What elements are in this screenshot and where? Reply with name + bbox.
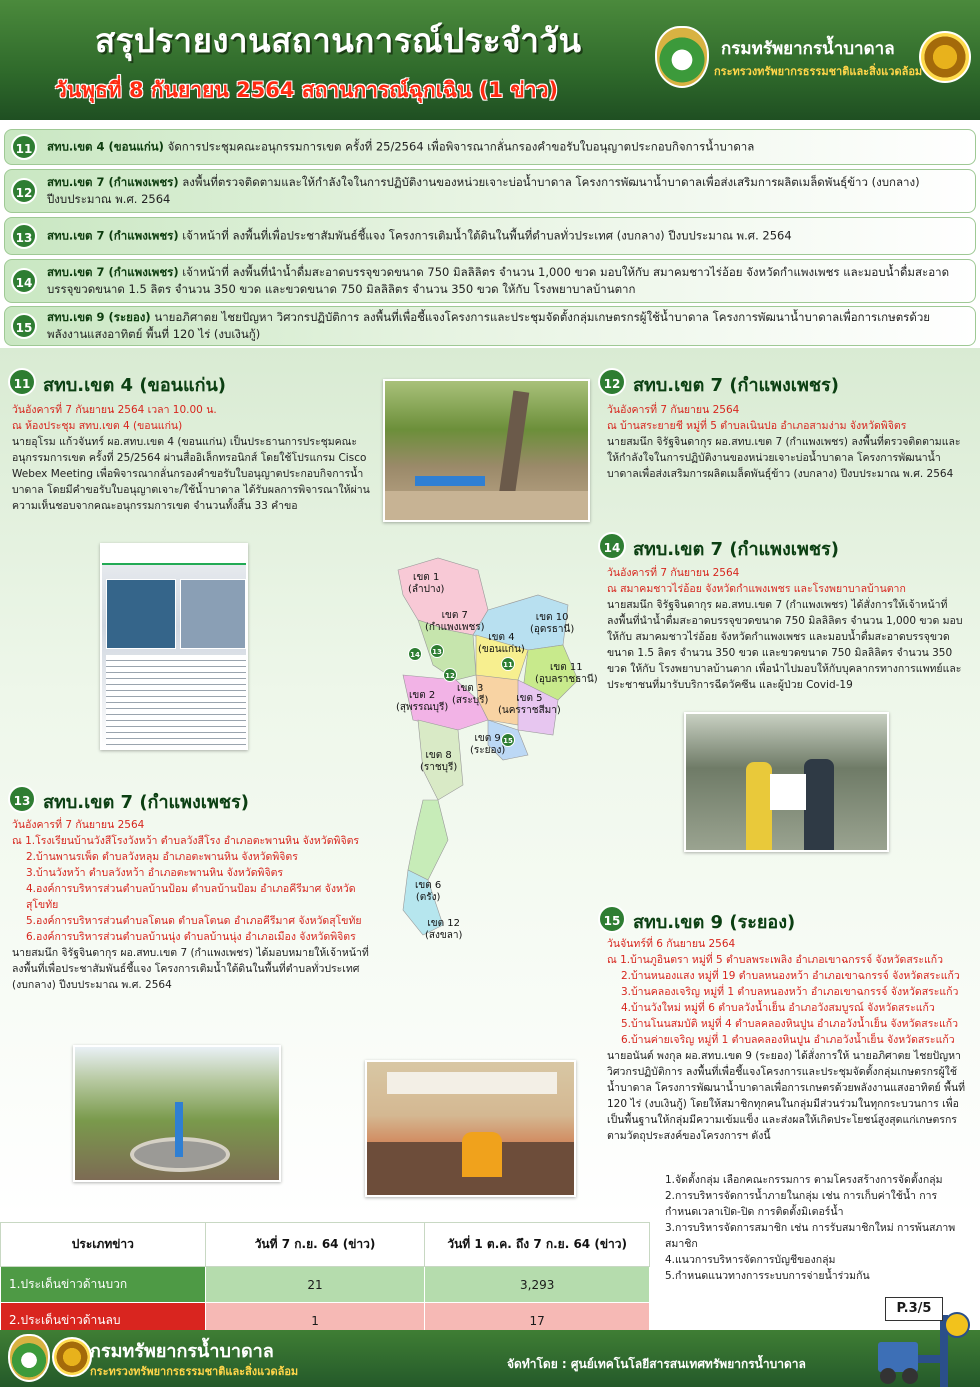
ministry-emblem-icon [52, 1337, 92, 1377]
bulletin-office: สทบ.เขต 4 (ขอนแก่น) [47, 139, 164, 154]
section-body: นายสมนึก จิรัฐจินดากุร ผอ.สทบ.เขต 7 (กำแพงเพชร) ได้มอบหมายให้เจ้าหน้าที่ ลงพื้นที่เพื่อประชาสัมพันธ์ชี้แจง โครงการเติมน้ำใต้ดินในพื้นที่ตำบลทั่วประเทศ (งบกลาง) ปีงบประมาณ พ.ศ. 2564 [12, 947, 369, 991]
section-place: 3.บ้านคลองเจริญ หมู่ที่ 1 ตำบลหนองหว้า อำเภอเขาฉกรรจ์ จังหวัดสระแก้ว [621, 986, 959, 998]
bulletin-office: สทบ.เขต 9 (ระยอง) [47, 310, 151, 324]
section-date: วันจันทร์ที่ 6 กันยายน 2564 [607, 938, 736, 950]
map-region-label: เขต 11 (อุบลราชธานี) [535, 662, 598, 685]
map-marker-badge: 12 [443, 668, 457, 682]
webex-meeting-screenshot-photo [100, 543, 248, 750]
section-place: 3.บ้านวังหว้า ตำบลวังหว้า อำเภอตะพานหิน จังหวัดพิจิตร [26, 867, 284, 879]
table-cell: 3,293 [425, 1267, 650, 1303]
dgr-logo-icon [655, 26, 709, 88]
map-region-label: เขต 3 (สระบุรี) [452, 683, 489, 706]
map-region-label: เขต 7 (กำแพงเพชร) [425, 610, 485, 633]
footer-ministry-name: กระทรวงทรัพยากรธรรมชาติและสิ่งแวดล้อม [90, 1365, 299, 1378]
water-pump-icon [870, 1310, 975, 1387]
bulletin-item [4, 129, 976, 165]
section-14-text [607, 565, 967, 693]
table-cell: 21 [205, 1267, 425, 1303]
bulletin-text: นายอภิศาตย ไชยปัญหา วิศวกรปฏิบัติการ ลงพื้นที่เพื่อชี้แจงโครงการและประชุมจัดตั้งกลุ่มเกษตรกรผู้ใช้น้ำบาดาล โครงการพัฒนาน้ำบาดาลเพื่อการเกษตรด้วยพลังงานแสงอาทิตย์ พื้นที่ 120 ไร่ (งบเงินกู้) [47, 310, 931, 341]
water-handover-photo [684, 712, 889, 852]
dgr-logo-icon [8, 1334, 50, 1382]
map-marker-badge: 11 [501, 657, 515, 671]
bulletin-office: สทบ.เขต 7 (กำแพงเพชร) [47, 265, 179, 279]
table-cell: 1.ประเด็นข่าวด้านบวก [1, 1267, 206, 1303]
section-date: วันอังคารที่ 7 กันยายน 2564 [12, 819, 145, 831]
section-number-badge: 15 [598, 905, 626, 933]
map-region-label: เขต 5 (นครราชสีมา) [498, 693, 561, 716]
bulletin-item [4, 259, 976, 303]
bulletin-item [4, 169, 976, 213]
page-number: P.3/5 [885, 1297, 943, 1321]
section-number-badge: 14 [598, 532, 626, 560]
section-place: 2.บ้านหนองแสง หมู่ที่ 19 ตำบลหนองหว้า อำเภอเขาฉกรรจ์ จังหวัดสระแก้ว [621, 970, 960, 982]
section-title: สทบ.เขต 7 (กำแพงเพชร) [633, 539, 839, 560]
map-region-label: เขต 6 (ตรัง) [415, 880, 442, 903]
section-body: นายอุโรม แก้วจันทร์ ผอ.สทบ.เขต 4 (ขอนแก่น) เป็นประธานการประชุมคณะอนุกรรมการเขต ครั้งที่ 25/2564 ผ่านสื่ออิเล็กทรอนิกส์ โดยใช้โปรแกรม Cisco Webex Meeting เพื่อพิจารณากลั่นกรองคำขอรับใบอนุญาตประกอบกิจการน้ำบาดาล โดยมีคำขอรับใบอนุญาตเจาะ/ใช้น้ำบาดาล ได้รับผลการพิจารณาให้ผ่านความเห็นชอบจากคณะอนุกรรมการเขต จำนวนทั้งสิ้น 33 คำขอ [12, 436, 370, 512]
list-item: 1.จัดตั้งกลุ่ม เลือกคณะกรรมการ ตามโครงสร้างการจัดตั้งกลุ่ม [665, 1174, 943, 1186]
section-13-text [12, 817, 372, 993]
bulletin-number-badge: 11 [11, 134, 37, 160]
map-marker-badge: 15 [501, 733, 515, 747]
field-well-photo [73, 1045, 281, 1182]
map-region-label: เขต 1 (ลำปาง) [408, 572, 445, 595]
table-cell: 17 [425, 1303, 650, 1339]
map-region-label: เขต 10 (อุดรธานี) [530, 612, 575, 635]
header-ministry-name: กระทรวงทรัพยากรธรรมชาติและสิ่งแวดล้อม [714, 65, 923, 78]
section-number-badge: 12 [598, 368, 626, 396]
section-place: 4.องค์การบริหารส่วนตำบลบ้านป้อม ตำบลบ้านป้อม อำเภอคีรีมาศ จังหวัดสุโขทัย [26, 883, 356, 911]
map-region-label: เขต 8 (ราชบุรี) [420, 750, 458, 773]
farmer-meeting-photo [365, 1060, 576, 1197]
table-header-cell: ประเภทข่าว [1, 1223, 206, 1267]
section-place: ณ 1.โรงเรียนบ้านวังสีโรงวังหว้า ตำบลวังสีโรง อำเภอตะพานหิน จังหวัดพิจิตร [12, 835, 360, 847]
table-cell: 1 [205, 1303, 425, 1339]
section-body: นายสมนึก จิรัฐจินดากุร ผอ.สทบ.เขต 7 (กำแพงเพชร) ลงพื้นที่ตรวจติดตามและให้กำลังใจในการปฏิบัติงานของหน่วยเจาะบ่อน้ำบาดาล โครงการพัฒนาน้ำบาดาลเพื่อส่งเสริมการผลิตเมล็ดพันธุ์ข้าว (งบกลาง) ปีงบประมาณ พ.ศ. 2564 [607, 436, 961, 480]
footer-org-name: กรมทรัพยากรน้ำบาดาล [90, 1341, 274, 1362]
table-row [1, 1267, 650, 1303]
list-item: 3.การบริหารจัดการสมาชิก เช่น การรับสมาชิกใหม่ การพ้นสภาพสมาชิก [665, 1222, 956, 1250]
news-stats-table [0, 1222, 650, 1339]
section-place: ณ สมาคมชาวไร่อ้อย จังหวัดกำแพงเพชร และโรงพยาบาลบ้านตาก [607, 583, 906, 595]
table-header-cell: วันที่ 1 ต.ค. ถึง 7 ก.ย. 64 (ข่าว) [425, 1223, 650, 1267]
ministry-emblem-icon [919, 31, 971, 83]
section-place: 6.องค์การบริหารส่วนตำบลบ้านนุ่ง ตำบลบ้านนุ่ง อำเภอเมือง จังหวัดพิจิตร [26, 931, 356, 943]
bulletin-item [4, 217, 976, 255]
page-subtitle: วันพุธที่ 8 กันยายน 2564 สถานการณ์ฉุกเฉิน (1 ข่าว) [55, 78, 558, 102]
section-place: ณ 1.บ้านภูอินตรา หมู่ที่ 5 ตำบลพระเพลิง อำเภอเขาฉกรรจ์ จังหวัดสระแก้ว [607, 954, 944, 966]
bulletin-number-badge: 13 [11, 223, 37, 249]
bulletin-text: ลงพื้นที่ตรวจติดตามและให้กำลังใจในการปฏิบัติงานของหน่วยเจาะบ่อน้ำบาดาล โครงการพัฒนาน้ำบาดาลเพื่อส่งเสริมการผลิตเมล็ดพันธุ์ข้าว (งบกลาง) ปีงบประมาณ พ.ศ. 2564 [47, 175, 920, 206]
section-place: ณ ห้องประชุม สทบ.เขต 4 (ขอนแก่น) [12, 420, 183, 432]
section-number-badge: 13 [8, 785, 36, 813]
map-marker-badge: 13 [430, 644, 444, 658]
section-15-list [665, 1172, 965, 1284]
bulletin-number-badge: 12 [11, 178, 37, 204]
bulletin-text: จัดการประชุมคณะอนุกรรมการเขต ครั้งที่ 25/2564 เพื่อพิจารณากลั่นกรองคำขอรับใบอนุญาตประกอบกิจการน้ำบาดาล [163, 139, 755, 154]
section-body: นายสมนึก จิรัฐจินดากุร ผอ.สทบ.เขต 7 (กำแพงเพชร) ได้สั่งการให้เจ้าหน้าที่ ลงพื้นที่นำน้ำดื่มสะอาดบรรจุขวดขนาด 750 มิลลิลิตร จำนวน 1,000 ขวด มอบให้กับ สมาคมชาวไร่อ้อย จังหวัดกำแพงเพชร และมอบน้ำดื่มสะอาดบรรจุขวดขนาด 1.5 ลิตร จำนวน 350 ขวด และขวดขนาด 750 มิลลิลิตร จำนวน 350 ขวด ให้กับ โรงพยาบาลบ้านตาก เพื่อนำไปมอบให้กับบุคลากรทางการแพทย์และประชาชนที่มารับบริการฉีดวัคซีน และผู้ป่วย Covid-19 [607, 599, 963, 691]
section-title: สทบ.เขต 9 (ระยอง) [633, 912, 796, 933]
list-item: 4.แนวการบริหารจัดการบัญชีของกลุ่ม [665, 1254, 836, 1266]
section-place: 2.บ้านพานรเพ็ด ตำบลวังหลุม อำเภอตะพานหิน จังหวัดพิจิตร [26, 851, 298, 863]
section-15-text [607, 936, 967, 1144]
section-title: สทบ.เขต 7 (กำแพงเพชร) [633, 375, 839, 396]
section-place: 5.องค์การบริหารส่วนตำบลโตนด ตำบลโตนด อำเภอคีรีมาศ จังหวัดสุโขทัย [26, 915, 362, 927]
section-title: สทบ.เขต 4 (ขอนแก่น) [43, 375, 226, 396]
section-12-text [607, 402, 965, 482]
bulletin-number-badge: 14 [11, 268, 37, 294]
map-region-label: เขต 12 (สงขลา) [425, 918, 463, 941]
page-title: สรุปรายงานสถานการณ์ประจำวัน [95, 21, 582, 60]
table-cell: 2.ประเด็นข่าวด้านลบ [1, 1303, 206, 1339]
list-item: 5.กำหนดแนวทางการระบบการจ่ายน้ำร่วมกัน [665, 1270, 870, 1282]
map-region-label: เขต 4 (ขอนแก่น) [478, 632, 525, 655]
section-date: วันอังคารที่ 7 กันยายน 2564 เวลา 10.00 น. [12, 404, 217, 416]
bulletin-office: สทบ.เขต 7 (กำแพงเพชร) [47, 228, 179, 243]
bulletin-text: เจ้าหน้าที่ ลงพื้นที่นำน้ำดื่มสะอาดบรรจุขวดขนาด 750 มิลลิลิตร จำนวน 1,000 ขวด มอบให้กับ สมาคมชาวไร่อ้อย จังหวัดกำแพงเพชร และมอบน้ำดื่มสะอาดบรรจุขวดขนาด 1.5 ลิตร จำนวน 350 ขวด และขวดขนาด 750 มิลลิลิตร จำนวน 350 ขวด ให้กับ โรงพยาบาลบ้านตาก [47, 265, 950, 296]
bulletin-number-badge: 15 [11, 313, 37, 339]
bulletin-text: เจ้าหน้าที่ ลงพื้นที่เพื่อประชาสัมพันธ์ชี้แจง โครงการเติมน้ำใต้ดินในพื้นที่ตำบลทั่วประเทศ (งบกลาง) ปีงบประมาณ พ.ศ. 2564 [178, 228, 792, 243]
bulletin-office: สทบ.เขต 7 (กำแพงเพชร) [47, 175, 179, 189]
section-title: สทบ.เขต 7 (กำแพงเพชร) [43, 792, 249, 813]
table-header-row [1, 1223, 650, 1267]
list-item: 2.การบริหารจัดการน้ำภายในกลุ่ม เช่น การเก็บค่าใช้น้ำ การกำหนดเวลาเปิด-ปิด การติดตั้งมิเตอร์น้ำ [665, 1190, 938, 1218]
section-place: 6.บ้านค่ายเจริญ หมู่ที่ 1 ตำบลคลองหินปูน อำเภอวังน้ำเย็น จังหวัดสระแก้ว [621, 1034, 955, 1046]
section-body: นายอนันต์ พงกุล ผอ.สทบ.เขต 9 (ระยอง) ได้สั่งการให้ นายอภิศาตย ไชยปัญหา วิศวกรปฏิบัติการ ลงพื้นที่เพื่อชี้แจงโครงการและประชุมจัดตั้งกลุ่มเกษตรกรผู้ใช้น้ำบาดาล โครงการพัฒนาน้ำบาดาลเพื่อการเกษตรด้วยพลังงานแสงอาทิตย์ พื้นที่ 120 ไร่ (งบเงินกู้) โดยให้สมาชิกทุกคนในกลุ่มมีส่วนร่วมในทุกกระบวนการ เพื่อเป็นพื้นฐานให้กลุ่มมีความเข้มแข็ง และส่งผลให้เกิดประโยชน์สูงสุดแก่เกษตรกรตามวัตถุประสงค์ของโครงการฯ ดังนี้ [607, 1050, 966, 1142]
table-header-cell: วันที่ 7 ก.ย. 64 (ข่าว) [205, 1223, 425, 1267]
section-place: ณ บ้านสระยายชี หมู่ที่ 5 ตำบลเนินปอ อำเภอสามง่าม จังหวัดพิจิตร [607, 420, 907, 432]
section-date: วันอังคารที่ 7 กันยายน 2564 [607, 404, 740, 416]
header-org-name: กรมทรัพยากรน้ำบาดาล [721, 39, 895, 59]
section-number-badge: 11 [8, 368, 36, 396]
section-place: 4.บ้านวังใหม่ หมู่ที่ 6 ตำบลวังน้ำเย็น อำเภอวังสมบูรณ์ จังหวัดสระแก้ว [621, 1002, 935, 1014]
bulletin-item [4, 306, 976, 346]
map-marker-badge: 14 [408, 647, 422, 661]
drilling-site-photo [383, 379, 590, 522]
section-date: วันอังคารที่ 7 กันยายน 2564 [607, 567, 740, 579]
footer-credit: จัดทำโดย : ศูนย์เทคโนโลยีสารสนเทศทรัพยากรน้ำบาดาล [507, 1357, 806, 1371]
map-region-label: เขต 2 (สุพรรณบุรี) [396, 690, 449, 713]
section-place: 5.บ้านโนนสมบัติ หมู่ที่ 4 ตำบลคลองหินปูน อำเภอวังน้ำเย็น จังหวัดสระแก้ว [621, 1018, 959, 1030]
map-region-label: เขต 9 (ระยอง) [470, 733, 506, 756]
section-11-text [12, 402, 377, 514]
